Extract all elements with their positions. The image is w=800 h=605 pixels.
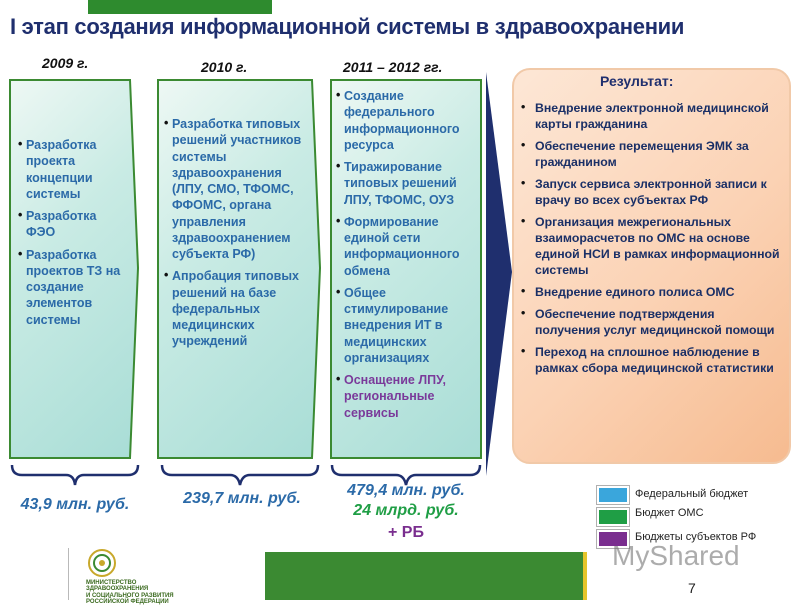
page-number: 7 <box>688 580 696 596</box>
year-2010: 2010 г. <box>201 59 248 75</box>
legend-label-oms: Бюджет ОМС <box>635 507 704 519</box>
page-title: I этап создания информационной системы в здравоохранении <box>10 14 685 39</box>
ministry-name <box>86 580 186 605</box>
legend-label-regional: Бюджеты субъектов РФ <box>635 531 757 543</box>
list-item: • Создание федерального информационного ресурса <box>336 88 476 153</box>
ministry-name-line: РОССИЙСКОЙ ФЕДЕРАЦИИ <box>86 598 169 605</box>
amount-2011-rb: + РБ <box>388 524 424 541</box>
result-item: • Внедрение электронной медицинской карты гражданина <box>521 101 783 133</box>
year-2011-2012: 2011 – 2012 гг. <box>343 59 443 75</box>
result-item: • Обеспечение подтверждения получения услуг медицинской помощи <box>521 307 783 339</box>
navy-arrow-icon <box>486 72 514 476</box>
ministry-logo-icon <box>82 548 122 578</box>
list-2010 <box>164 116 312 356</box>
result-list <box>521 101 783 383</box>
list-item: • Тиражирование типовых решений ЛПУ, ТФОМС, ОУЗ <box>336 159 476 208</box>
ministry-name-line: ЗДРАВООХРАНЕНИЯ <box>86 586 149 593</box>
amount-2011-federal: 479,4 млн. руб. <box>347 482 465 499</box>
amount-2011-oms: 24 млрд. руб. <box>353 502 459 519</box>
legend-swatch-federal <box>597 486 629 504</box>
list-item: • Разработка ФЭО <box>18 208 126 241</box>
footer-divider <box>68 548 69 600</box>
list-2011-2012 <box>336 88 476 427</box>
amount-2010: 239,7 млн. руб. <box>183 490 301 507</box>
list-item: • Апробация типовых решений на базе федеральных медицинских учреждений <box>164 268 312 349</box>
list-item: • Разработка проектов ТЗ на создание элементов системы <box>18 247 126 328</box>
list-item: • Разработка типовых решений участников системы здравоохранения (ЛПУ, СМО, ТФОМС, ФФОМС, органа управления здравоохранением субъекта РФ) <box>164 116 312 262</box>
legend-swatch-oms <box>597 508 629 526</box>
legend-label-federal: Федеральный бюджет <box>635 488 749 500</box>
ministry-name-line: МИНИСТЕРСТВО <box>86 580 137 586</box>
list-item: • Оснащение ЛПУ, региональные сервисы <box>336 372 476 421</box>
list-item: • Разработка проекта концепции системы <box>18 137 126 202</box>
result-item: • Организация межрегиональных взаиморасчетов по ОМС на основе единой НСИ в рамках информационной системы <box>521 215 783 279</box>
top-accent-bar <box>88 0 272 14</box>
brace-2010-icon <box>160 463 320 489</box>
year-2009: 2009 г. <box>42 55 89 71</box>
list-item: • Общее стимулирование внедрения ИТ в медицинских организациях <box>336 285 476 366</box>
brace-2009-icon <box>10 463 140 489</box>
result-item: • Внедрение единого полиса ОМС <box>521 285 783 301</box>
list-item: • Формирование единой сети информационного обмена <box>336 214 476 279</box>
result-item: • Переход на сплошное наблюдение в рамках сбора медицинской статистики <box>521 345 783 377</box>
result-item: • Запуск сервиса электронной записи к врачу во всех субъектах РФ <box>521 177 783 209</box>
result-item: • Обеспечение перемещения ЭМК за гражданином <box>521 139 783 171</box>
watermark: MyShared <box>612 540 740 571</box>
ministry-name-line: И СОЦИАЛЬНОГО РАЗВИТИЯ <box>86 592 174 599</box>
amount-2009: 43,9 млн. руб. <box>20 496 130 513</box>
footer-yellow-stripe <box>583 552 587 600</box>
list-2009 <box>18 137 126 334</box>
result-title: Результат: <box>600 73 674 89</box>
footer-green-bar <box>265 552 583 600</box>
